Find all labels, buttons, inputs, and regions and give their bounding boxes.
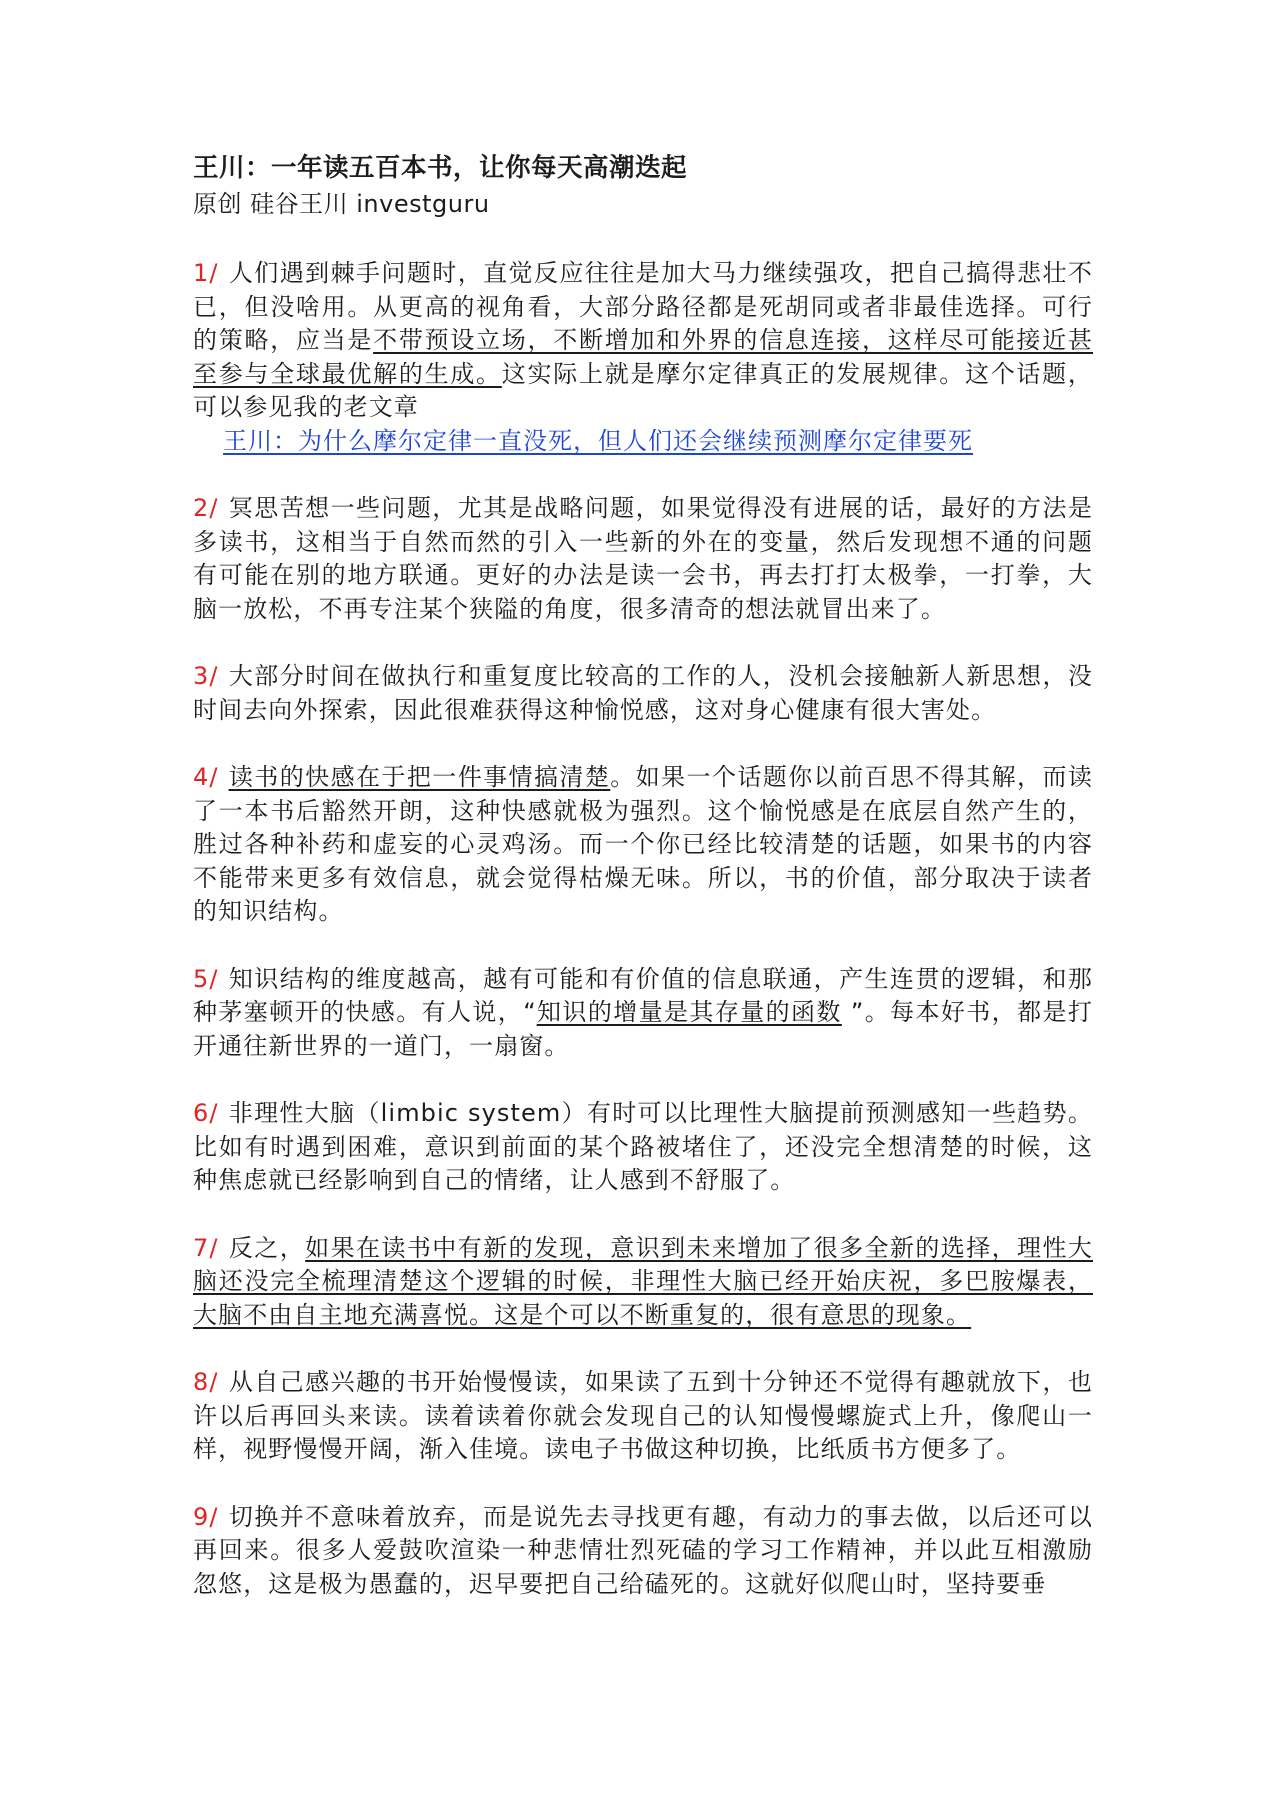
paragraph-number: 5/ xyxy=(193,964,219,993)
paragraph-number: 6/ xyxy=(193,1099,219,1127)
paragraph-1 xyxy=(193,257,1093,458)
underlined-text: 知识的增量是其存量的函数 xyxy=(536,998,842,1026)
paragraph-text: 。如果一个话题你以前百思不得其解，而读了一本书后豁然开朗，这种快感就极为强烈。这个愉悦感是在底层自然产生的，胜过各种补药和虚妄的心灵鸡汤。而一个你已经比较清楚的话题，如果书的内容不能带来更多有效信息，就会觉得枯燥无味。所以，书的价值，部分取决于读者的知识结构。 xyxy=(193,763,1094,925)
underlined-text: 不带预设立场，不断增加和外界的信息连接，这样尽可能接近甚至参与全球最优解的生成。 xyxy=(193,326,1093,388)
paragraph-text: 从自己感兴趣的书开始慢慢读，如果读了五到十分钟还不觉得有趣就放下，也许以后再回头来读。读着读着你就会发现自己的认知慢慢螺旋式上升，像爬山一样，视野慢慢开阔，渐入佳境。读电子书做这种切换，比纸质书方便多了。 xyxy=(193,1368,1093,1463)
underlined-text: 读书的快感在于把一件事情搞清楚 xyxy=(228,763,611,791)
paragraph-4 xyxy=(193,761,1093,929)
paragraph-9 xyxy=(193,1501,1093,1602)
article-link[interactable]: 王川：为什么摩尔定律一直没死，但人们还会继续预测摩尔定律要死 xyxy=(223,426,973,455)
paragraph-text: ”。每本好书，都是打开通往新世界的一道门，一扇窗。 xyxy=(193,998,1093,1060)
paragraph-8 xyxy=(193,1366,1093,1467)
paragraph-text: 大部分时间在做执行和重复度比较高的工作的人，没机会接触新人新思想，没时间去向外探索，因此很难获得这种愉悦感，这对身心健康有很大害处。 xyxy=(193,662,1093,724)
paragraph-number: 8/ xyxy=(193,1368,219,1396)
paragraph-number: 7/ xyxy=(193,1233,219,1262)
paragraph-6 xyxy=(193,1097,1093,1198)
paragraph-text: 知识结构的维度越高，越有可能和有价值的信息联通，产生连贯的逻辑，和那种茅塞顿开的快感。有人说，“ xyxy=(193,964,1093,1026)
paragraph-7 xyxy=(193,1232,1093,1333)
paragraph-text: 冥思苦想一些问题，尤其是战略问题，如果觉得没有进展的话，最好的方法是多读书，这相当于自然而然的引入一些新的外在的变量，然后发现想不通的问题有可能在别的地方联通。更好的办法是读一会书，再去打打太极拳，一打拳，大脑一放松，不再专注某个狭隘的角度，很多清奇的想法就冒出来了。 xyxy=(193,494,1093,623)
paragraph-text: 反之， xyxy=(228,1233,306,1262)
paragraph-text: 人们遇到棘手问题时，直觉反应往往是加大马力继续强攻，把自己搞得悲壮不已，但没啥用。从更高的视角看，大部分路径都是死胡同或者非最佳选择。可行的策略，应当是 xyxy=(193,259,1093,354)
paragraph-number: 9/ xyxy=(193,1502,219,1531)
paragraph-number: 1/ xyxy=(193,259,219,287)
paragraph-5 xyxy=(193,963,1093,1064)
paragraph-2 xyxy=(193,492,1093,626)
paragraph-number: 4/ xyxy=(193,763,219,791)
paragraph-number: 2/ xyxy=(193,494,219,522)
article xyxy=(193,150,1093,1635)
article-byline: 原创 硅谷王川 investguru xyxy=(193,190,490,218)
underlined-text: 如果在读书中有新的发现，意识到未来增加了很多全新的选择，理性大脑还没完全梳理清楚这个逻辑的时候，非理性大脑已经开始庆祝，多巴胺爆表，大脑不由自主地充满喜悦。这是个可以不断重复的，很有意思的现象。 xyxy=(193,1233,1093,1329)
paragraph-text: 切换并不意味着放弃，而是说先去寻找更有趣，有动力的事去做，以后还可以再回来。很多人爱鼓吹渲染一种悲情壮烈死磕的学习工作精神，并以此互相激励忽悠，这是极为愚蠢的，迟早要把自己给磕死的。这就好似爬山时，坚持要垂 xyxy=(193,1502,1093,1598)
paragraph-3 xyxy=(193,660,1093,727)
article-title: 王川：一年读五百本书，让你每天高潮迭起 xyxy=(193,153,688,183)
paragraph-text: 非理性大脑（limbic system）有时可以比理性大脑提前预测感知一些趋势。比如有时遇到困难，意识到前面的某个路被堵住了，还没完全想清楚的时候，这种焦虑就已经影响到自己的情绪，让人感到不舒服了。 xyxy=(193,1099,1093,1194)
paragraph-text: 这实际上就是摩尔定律真正的发展规律。这个话题，可以参见我的老文章 xyxy=(193,359,1093,421)
paragraph-number: 3/ xyxy=(193,662,219,690)
